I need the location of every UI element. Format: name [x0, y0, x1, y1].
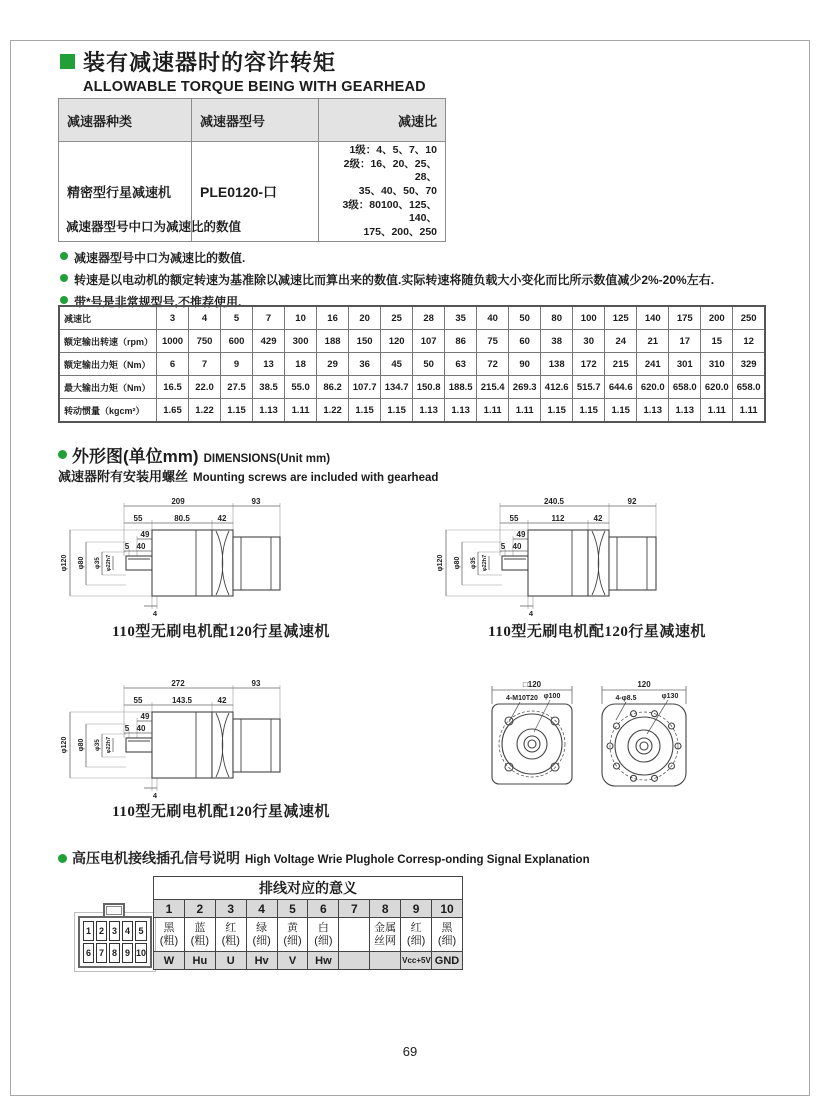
spec-row-label: 转动惯量（kgcm²）: [59, 399, 157, 423]
spec-cell: 63: [445, 353, 477, 376]
pin-number-cell: 3: [215, 900, 246, 918]
spec-cell: 3: [157, 306, 189, 330]
gearhead-model-cell: PLE0120-口: [192, 142, 319, 242]
spec-cell: 36: [349, 353, 381, 376]
spec-cell: 644.6: [605, 376, 637, 399]
spec-cell: 1.15: [605, 399, 637, 423]
spec-cell: 55.0: [285, 376, 317, 399]
wiring-table: [153, 876, 463, 970]
spec-cell: 1.15: [381, 399, 413, 423]
dim-5: 5: [124, 724, 130, 733]
spec-cell: 1.13: [669, 399, 701, 423]
spec-cell: 7: [189, 353, 221, 376]
green-bullet-icon: [60, 274, 68, 282]
spec-cell: 188.5: [445, 376, 477, 399]
page-title-block: [60, 46, 426, 95]
wire-color-cell: 蓝(粗): [184, 918, 215, 952]
spec-cell: 1.22: [317, 399, 349, 423]
wiring-color-row: [154, 918, 463, 952]
dia-boss: φ35: [94, 739, 101, 751]
dim-rear: 93: [251, 679, 261, 688]
spec-cell: 175: [669, 306, 701, 330]
signal-cell: U: [215, 952, 246, 970]
spec-cell: 13: [253, 353, 285, 376]
spec-cell: 329: [733, 353, 765, 376]
pin-number-cell: 4: [246, 900, 277, 918]
spec-cell: 86.2: [317, 376, 349, 399]
dim-40: 40: [512, 542, 522, 551]
spec-cell: 38: [541, 330, 573, 353]
spec-row: [59, 376, 765, 399]
wire-color-cell: 黑(细): [432, 918, 463, 952]
dia-ring: φ80: [78, 738, 85, 752]
wiring-title-row: [154, 877, 463, 900]
spec-cell: 60: [509, 330, 541, 353]
dim-total: 272: [171, 679, 185, 688]
dimensions-note-cn: 减速器附有安装用螺丝: [58, 469, 189, 484]
gearhead-type-cell: 精密型行星减速机: [59, 142, 192, 242]
spec-cell: 429: [253, 330, 285, 353]
ratio-line: 35、40、50、70: [358, 184, 437, 197]
note-text: 减速器型号中口为减速比的数值.: [74, 251, 246, 265]
spec-cell: 1.11: [509, 399, 541, 423]
spec-cell: 150: [349, 330, 381, 353]
spec-cell: 658.0: [733, 376, 765, 399]
spec-cell: 1.13: [413, 399, 445, 423]
dim-4: 4: [528, 609, 534, 618]
spec-table: [58, 305, 766, 423]
spec-cell: 86: [445, 330, 477, 353]
spec-row: [59, 353, 765, 376]
page-number: 69: [402, 1044, 418, 1059]
connector-tab: [103, 903, 125, 918]
wire-color-cell: 红(粗): [215, 918, 246, 952]
spec-cell: 241: [637, 353, 669, 376]
dimensions-note: [58, 466, 438, 485]
green-bullet-icon: [58, 854, 67, 863]
spec-cell: 215.4: [477, 376, 509, 399]
spec-cell: 620.0: [637, 376, 669, 399]
spec-cell: 215: [605, 353, 637, 376]
pin-number-cell: 9: [401, 900, 432, 918]
spec-cell: 16.5: [157, 376, 189, 399]
spec-cell: 4: [189, 306, 221, 330]
spec-cell: 6: [157, 353, 189, 376]
spec-cell: 134.7: [381, 376, 413, 399]
dim-49: 49: [140, 712, 150, 721]
spec-cell: 750: [189, 330, 221, 353]
dia-outer: φ120: [61, 736, 68, 754]
side-view-drawing-1: [56, 494, 386, 623]
spec-cell: 269.3: [509, 376, 541, 399]
connector-pin: 3: [109, 921, 120, 941]
spec-table-body: [59, 306, 765, 422]
wire-color-cell: 红(细): [401, 918, 432, 952]
spec-cell: 5: [221, 306, 253, 330]
spec-cell: 29: [317, 353, 349, 376]
note-text: 带*号是非常规型号,不推荐使用.: [74, 295, 242, 309]
front-view-svg: [484, 676, 702, 794]
spec-row-label: 额定输出转速（rpm）: [59, 330, 157, 353]
ratio-line: 1级：4、5、7、10: [349, 144, 437, 156]
note-line: [60, 249, 772, 266]
col-header-gearhead-type: 减速器种类: [59, 99, 192, 142]
spec-cell: 40: [477, 306, 509, 330]
spec-cell: 1.11: [701, 399, 733, 423]
note-line: [60, 271, 772, 288]
dim-body: 143.5: [171, 696, 193, 705]
dim-body: 80.5: [174, 514, 190, 523]
dim-4: 4: [152, 791, 158, 800]
drawing-caption-3: 110型无刷电机配120行星减速机: [112, 804, 330, 820]
spec-cell: 1.11: [733, 399, 765, 423]
spec-cell: 75: [477, 330, 509, 353]
spec-cell: 310: [701, 353, 733, 376]
spec-cell: 22.0: [189, 376, 221, 399]
wiring-pin-row: [154, 900, 463, 918]
wire-color-cell: 白(细): [308, 918, 339, 952]
wire-color-cell: 黑(粗): [154, 918, 185, 952]
spec-cell: 21: [637, 330, 669, 353]
spec-cell: 1.13: [445, 399, 477, 423]
spec-cell: 1000: [157, 330, 189, 353]
spec-cell: 24: [605, 330, 637, 353]
dim-body: 112: [551, 514, 565, 523]
drawing-caption-1: 110型无刷电机配120行星减速机: [112, 624, 330, 640]
side-view-svg: [56, 676, 386, 800]
spec-cell: 1.11: [285, 399, 317, 423]
dia-shaft: φ22h7: [106, 736, 112, 754]
dim-neck: 42: [217, 696, 227, 705]
spec-cell: 120: [381, 330, 413, 353]
spec-cell: 658.0: [669, 376, 701, 399]
pin-number-cell: 1: [154, 900, 185, 918]
spec-cell: 20: [349, 306, 381, 330]
ratio-list-cell: [319, 142, 446, 242]
spec-cell: 600: [221, 330, 253, 353]
pin-number-cell: 5: [277, 900, 308, 918]
wire-color-cell: 黄(细): [277, 918, 308, 952]
dim-front: 55: [509, 514, 519, 523]
spec-cell: 301: [669, 353, 701, 376]
connector-pin: 5: [135, 921, 147, 941]
spec-cell: 18: [285, 353, 317, 376]
spec-cell: 9: [221, 353, 253, 376]
dimensions-heading-en: DIMENSIONS(Unit mm): [203, 453, 331, 465]
connector-pin: 7: [96, 943, 107, 963]
dim-front: 55: [133, 514, 143, 523]
spec-cell: 35: [445, 306, 477, 330]
front-view-drawings: [484, 676, 702, 799]
connector-pin: 10: [135, 943, 147, 963]
spec-cell: 27.5: [221, 376, 253, 399]
front-right-width-label: 120: [637, 680, 651, 689]
green-bullet-icon: [58, 450, 67, 459]
spec-cell: 412.6: [541, 376, 573, 399]
wiring-heading-en: High Voltage Wrie Plughole Corresp-onding Signal Explanation: [245, 854, 590, 866]
col-header-gearhead-model: 减速器型号: [192, 99, 319, 142]
page-title-en: ALLOWABLE TORQUE BEING WITH GEARHEAD: [83, 79, 426, 95]
spec-cell: 80: [541, 306, 573, 330]
green-square-icon: [60, 54, 75, 69]
dim-rear: 92: [627, 497, 637, 506]
spec-cell: 515.7: [573, 376, 605, 399]
spec-cell: 138: [541, 353, 573, 376]
front-left-circle-label: φ100: [543, 693, 561, 700]
spec-cell: 16: [317, 306, 349, 330]
spec-cell: 172: [573, 353, 605, 376]
page-title: 装有减速器时的容许转矩: [83, 50, 337, 75]
wiring-signal-row: [154, 952, 463, 970]
spec-row-label: 额定输出力矩（Nm）: [59, 353, 157, 376]
connector-pin: 8: [109, 943, 120, 963]
pin-number-cell: 6: [308, 900, 339, 918]
wire-color-cell: [339, 918, 370, 952]
spec-cell: 50: [413, 353, 445, 376]
pin-number-cell: 8: [370, 900, 401, 918]
spec-cell: 25: [381, 306, 413, 330]
signal-cell: V: [277, 952, 308, 970]
dim-40: 40: [136, 724, 146, 733]
pin-number-cell: 2: [184, 900, 215, 918]
spec-cell: 125: [605, 306, 637, 330]
dia-outer: φ120: [437, 554, 444, 572]
spec-cell: 12: [733, 330, 765, 353]
dia-ring: φ80: [454, 556, 461, 570]
spec-cell: 38.5: [253, 376, 285, 399]
wire-color-cell: 绿(细): [246, 918, 277, 952]
dim-4: 4: [152, 609, 158, 618]
spec-cell: 1.15: [221, 399, 253, 423]
dim-front: 55: [133, 696, 143, 705]
note-text: 转速是以电动机的额定转速为基准除以减速比而算出来的数值.实际转速将随负载大小变化而比所示数值减少2%-20%左右.: [74, 273, 715, 287]
connector-plug-drawing: [78, 916, 152, 968]
dim-49: 49: [140, 530, 150, 539]
dim-40: 40: [136, 542, 146, 551]
signal-cell: Hw: [308, 952, 339, 970]
ratio-line: 175、200、250: [363, 225, 437, 238]
connector-pin: 4: [122, 921, 133, 941]
spec-cell: 17: [669, 330, 701, 353]
wiring-heading: [58, 848, 590, 868]
drawing-caption-2: 110型无刷电机配120行星减速机: [488, 624, 706, 640]
wiring-table-title: 排线对应的意义: [154, 877, 463, 900]
signal-cell: W: [154, 952, 185, 970]
side-view-svg: [432, 494, 762, 618]
spec-cell: 300: [285, 330, 317, 353]
spec-cell: 1.15: [349, 399, 381, 423]
connector-pin: 6: [83, 943, 94, 963]
spec-row: [59, 330, 765, 353]
spec-row-label: 最大输出力矩（Nm）: [59, 376, 157, 399]
pin-number-cell: 7: [339, 900, 370, 918]
spec-row: [59, 399, 765, 423]
dim-5: 5: [124, 542, 130, 551]
front-left-width-label: □120: [522, 680, 542, 689]
dimensions-note-en: Mounting screws are included with gearhead: [193, 472, 439, 484]
side-view-drawing-3: [56, 676, 386, 805]
side-view-drawing-2: [432, 494, 762, 623]
spec-cell: 620.0: [701, 376, 733, 399]
connector-pin: 1: [83, 921, 94, 941]
spec-cell: 1.65: [157, 399, 189, 423]
signal-cell: [370, 952, 401, 970]
dia-shaft: φ22h7: [482, 554, 488, 572]
dim-5: 5: [500, 542, 506, 551]
connector-pin: 9: [122, 943, 133, 963]
dim-neck: 42: [217, 514, 227, 523]
signal-cell: [339, 952, 370, 970]
signal-cell: Hu: [184, 952, 215, 970]
spec-cell: 1.15: [573, 399, 605, 423]
dimensions-heading-cn: 外形图(单位mm): [72, 447, 199, 466]
spec-cell: 107: [413, 330, 445, 353]
spec-cell: 1.15: [541, 399, 573, 423]
wiring-heading-cn: 高压电机接线插孔信号说明: [72, 850, 240, 866]
col-header-ratio: 减速比: [319, 99, 446, 142]
front-left-holes-label: 4-M10T20: [506, 695, 538, 702]
dia-shaft: φ22h7: [106, 554, 112, 572]
spec-cell: 1.13: [253, 399, 285, 423]
dim-total: 209: [171, 497, 185, 506]
spec-cell: 15: [701, 330, 733, 353]
signal-cell: Vcc+5V: [401, 952, 432, 970]
spec-cell: 1.11: [477, 399, 509, 423]
connector-pin: 2: [96, 921, 107, 941]
spec-cell: 107.7: [349, 376, 381, 399]
spec-cell: 140: [637, 306, 669, 330]
table-footnote: 减速器型号中口为减速比的数值: [66, 220, 242, 234]
wire-color-cell: 金属丝网: [370, 918, 401, 952]
front-right-circle-label: φ130: [661, 693, 679, 700]
spec-cell: 28: [413, 306, 445, 330]
spec-row-label: 减速比: [59, 306, 157, 330]
spec-cell: 7: [253, 306, 285, 330]
dia-boss: φ35: [470, 557, 477, 569]
spec-cell: 30: [573, 330, 605, 353]
dim-neck: 42: [593, 514, 603, 523]
spec-cell: 90: [509, 353, 541, 376]
signal-cell: GND: [432, 952, 463, 970]
spec-cell: 72: [477, 353, 509, 376]
green-bullet-icon: [60, 296, 68, 304]
dim-rear: 93: [251, 497, 261, 506]
spec-cell: 250: [733, 306, 765, 330]
spec-cell: 45: [381, 353, 413, 376]
spec-row: [59, 306, 765, 330]
green-bullet-icon: [60, 252, 68, 260]
spec-cell: 1.13: [637, 399, 669, 423]
spec-cell: 10: [285, 306, 317, 330]
signal-cell: Hv: [246, 952, 277, 970]
dia-ring: φ80: [78, 556, 85, 570]
connector-pin-grid: [83, 921, 147, 963]
ratio-line: 3级：80100、125、140、: [342, 198, 437, 225]
dia-boss: φ35: [94, 557, 101, 569]
ratio-line: 2级：16、20、25、28、: [343, 157, 437, 184]
dim-49: 49: [516, 530, 526, 539]
front-right-holes-label: 4-φ8.5: [615, 695, 637, 702]
spec-cell: 188: [317, 330, 349, 353]
spec-cell: 50: [509, 306, 541, 330]
side-view-svg: [56, 494, 386, 618]
spec-cell: 200: [701, 306, 733, 330]
dim-total: 240.5: [543, 497, 565, 506]
dia-outer: φ120: [61, 554, 68, 572]
table-header-row: [59, 99, 446, 142]
dimensions-heading: [58, 442, 330, 467]
spec-cell: 100: [573, 306, 605, 330]
spec-cell: 150.8: [413, 376, 445, 399]
pin-number-cell: 10: [432, 900, 463, 918]
spec-cell: 1.22: [189, 399, 221, 423]
